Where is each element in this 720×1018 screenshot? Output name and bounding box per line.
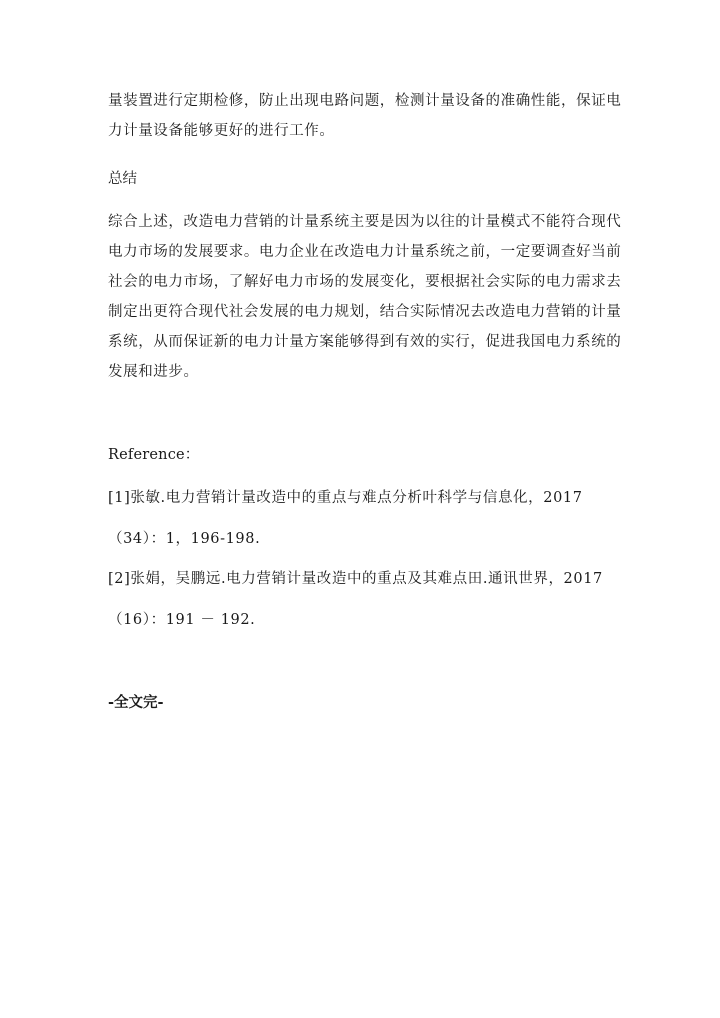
reference-line: （16）：191 － 192. (108, 612, 256, 628)
paragraph-line: 系统，从而保证新的电力计量方案能够得到有效的实行，促进我国电力系统的 (108, 334, 622, 350)
reference-line: [2]张娟，吴鹏远.电力营销计量改造中的重点及其难点田.通讯世界，2017 (108, 571, 603, 587)
paragraph-line: 量装置进行定期检修，防止出现电路问题，检测计量设备的准确性能，保证电 (108, 93, 622, 109)
reference-item (108, 483, 618, 554)
summary-paragraph (108, 207, 622, 387)
reference-line: （34）：1，196-198. (108, 531, 261, 547)
paragraph-line: 发展和进步。 (108, 364, 199, 380)
references-title: Reference： (108, 447, 200, 463)
intro-paragraph (108, 86, 622, 146)
reference-line: [1]张敏.电力营销计量改造中的重点与难点分析叶科学与信息化，2017 (108, 490, 583, 506)
paragraph-line: 制定出更符合现代社会发展的电力规划，结合实际情况去改造电力营销的计量 (108, 304, 622, 320)
section-heading: 总结 (108, 171, 137, 187)
paragraph-line: 社会的电力市场，了解好电力市场的发展变化，要根据社会实际的电力需求去 (108, 274, 622, 290)
end-mark: -全文完- (108, 694, 164, 711)
paragraph-line: 力计量设备能够更好的进行工作。 (108, 123, 335, 139)
paragraph-line: 综合上述，改造电力营销的计量系统主要是因为以往的计量模式不能符合现代 (108, 214, 622, 230)
paragraph-line: 电力市场的发展要求。电力企业在改造电力计量系统之前，一定要调查好当前 (108, 244, 622, 260)
reference-item (108, 564, 618, 635)
